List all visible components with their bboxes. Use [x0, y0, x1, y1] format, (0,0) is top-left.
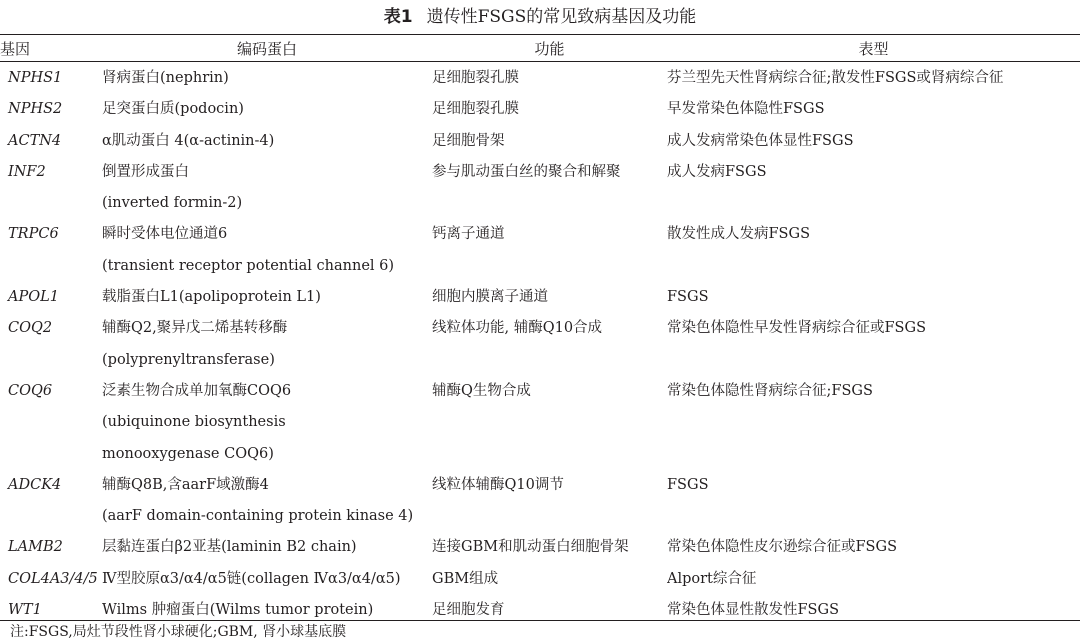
- table-row: [0, 564, 1080, 595]
- protein-line: Ⅳ型胶原α3/α4/α5链(collagen Ⅳα3/α4/α5): [102, 570, 401, 587]
- function-cell: 细胞内膜离子通道: [432, 289, 548, 306]
- function-cell: 足细胞裂孔膜: [432, 101, 519, 118]
- table-row: [0, 532, 1080, 563]
- phenotype-cell: 成人发病FSGS: [667, 163, 767, 180]
- gene-cell: NPHS2: [8, 101, 63, 118]
- protein-cell: [102, 61, 432, 94]
- protein-cell: [102, 470, 432, 533]
- protein-line: 辅酶Q8B,含aarF域激酶4: [102, 476, 269, 493]
- protein-line: α肌动蛋白 4(α-actinin-4): [102, 132, 275, 149]
- gene-cell: COQ6: [8, 382, 53, 399]
- phenotype-cell: FSGS: [667, 289, 709, 306]
- table-row: [0, 219, 1080, 282]
- gene-cell: WT1: [8, 602, 42, 619]
- function-cell: 钙离子通道: [432, 226, 505, 243]
- header-function: 功能: [534, 39, 565, 58]
- table-title-text: 遗传性FSGS的常见致病基因及功能: [426, 7, 697, 27]
- phenotype-cell: 成人发病常染色体显性FSGS: [667, 132, 854, 149]
- protein-line: 辅酶Q2,聚异戊二烯基转移酶: [102, 320, 288, 337]
- header-row: [0, 35, 1080, 61]
- gene-cell: ACTN4: [8, 132, 62, 149]
- function-cell: 参与肌动蛋白丝的聚合和解聚: [432, 163, 621, 180]
- protein-line: (transient receptor potential channel 6): [102, 257, 395, 274]
- table-footnote: 注:FSGS,局灶节段性肾小球硬化;GBM, 肾小球基底膜: [10, 624, 347, 640]
- protein-line: (ubiquinone biosynthesis: [102, 414, 286, 431]
- protein-line: 倒置形成蛋白: [102, 163, 189, 180]
- function-cell: 线粒体功能, 辅酶Q10合成: [432, 320, 603, 337]
- gene-cell: INF2: [8, 163, 46, 180]
- header-protein: 编码蛋白: [236, 39, 297, 58]
- table-row: [0, 376, 1080, 470]
- gene-cell: COL4A3/4/5: [8, 570, 98, 587]
- protein-cell: [102, 313, 432, 376]
- table-row: [0, 470, 1080, 533]
- function-cell: 足细胞发育: [432, 602, 505, 619]
- protein-line: (inverted formin-2): [102, 195, 243, 212]
- protein-line: 瞬时受体电位通道6: [102, 226, 228, 243]
- function-cell: 足细胞裂孔膜: [432, 70, 519, 86]
- protein-cell: [102, 282, 432, 313]
- protein-line: 泛素生物合成单加氧酶COQ6: [102, 382, 292, 399]
- phenotype-cell: 常染色体隐性皮尔逊综合征或FSGS: [667, 539, 898, 556]
- function-cell: 连接GBM和肌动蛋白细胞骨架: [432, 539, 629, 556]
- phenotype-cell: 芬兰型先天性肾病综合征;散发性FSGS或肾病综合征: [667, 70, 1004, 86]
- protein-line: (polyprenyltransferase): [102, 351, 275, 368]
- protein-line: 层黏连蛋白β2亚基(laminin B2 chain): [102, 539, 357, 556]
- protein-cell: [102, 126, 432, 157]
- gene-cell: NPHS1: [8, 70, 63, 86]
- gene-cell: TRPC6: [8, 226, 59, 243]
- function-cell: 足细胞骨架: [432, 132, 505, 149]
- table-title-label: 表1: [383, 7, 413, 27]
- table-row: [0, 94, 1080, 125]
- phenotype-cell: 常染色体显性散发性FSGS: [667, 602, 840, 619]
- protein-line: Wilms 肿瘤蛋白(Wilms tumor protein): [102, 602, 374, 619]
- protein-line: monooxygenase COQ6): [102, 445, 274, 462]
- phenotype-cell: 常染色体隐性早发性肾病综合征或FSGS: [667, 320, 927, 337]
- protein-cell: [102, 376, 432, 470]
- phenotype-cell: 早发常染色体隐性FSGS: [667, 101, 825, 118]
- function-cell: GBM组成: [432, 570, 499, 587]
- table-row: [0, 313, 1080, 376]
- protein-cell: [102, 94, 432, 125]
- table-title: [0, 4, 1080, 30]
- header-phenotype: 表型: [858, 39, 889, 58]
- protein-cell: [102, 219, 432, 282]
- function-cell: 线粒体辅酶Q10调节: [432, 476, 564, 493]
- table-row: [0, 61, 1080, 94]
- gene-cell: APOL1: [8, 289, 59, 306]
- table-row: [0, 126, 1080, 157]
- protein-line: 足突蛋白质(podocin): [102, 101, 244, 118]
- protein-line: 肾病蛋白(nephrin): [102, 70, 229, 86]
- protein-line: 载脂蛋白L1(apolipoprotein L1): [102, 289, 321, 306]
- gene-table: [0, 35, 1080, 626]
- phenotype-cell: Alport综合征: [667, 570, 757, 587]
- protein-cell: [102, 532, 432, 563]
- function-cell: 辅酶Q生物合成: [432, 382, 531, 399]
- table-row: [0, 157, 1080, 220]
- gene-cell: COQ2: [8, 320, 53, 337]
- gene-cell: ADCK4: [8, 476, 62, 493]
- table-row: [0, 282, 1080, 313]
- gene-cell: LAMB2: [8, 539, 63, 556]
- phenotype-cell: 常染色体隐性肾病综合征;FSGS: [667, 382, 873, 399]
- header-gene: 基因: [0, 39, 31, 58]
- phenotype-cell: FSGS: [667, 476, 709, 493]
- protein-line: (aarF domain-containing protein kinase 4): [102, 508, 414, 525]
- phenotype-cell: 散发性成人发病FSGS: [667, 226, 811, 243]
- protein-cell: [102, 157, 432, 220]
- protein-cell: [102, 564, 432, 595]
